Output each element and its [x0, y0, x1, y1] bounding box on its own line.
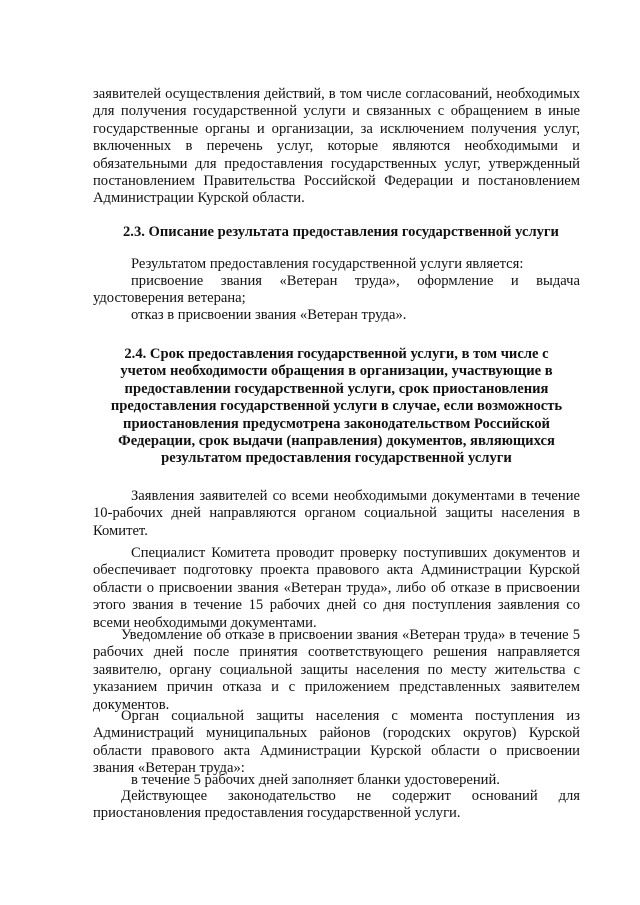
heading-line: учетом необходимости обращения в организации, участвующие в [120, 363, 553, 380]
body-paragraph-2: Специалист Комитета проводит проверку поступивших документов и обеспечивает подготовку проекта правового акта Администрации Курской области о присвоении звания «Ветеран труда», либо об отказе в присвоении этого звания в течение 15 рабочих дней со дня поступления заявления со всеми необходимыми документами. [93, 545, 580, 631]
body-paragraph-6: Действующее законодательство не содержит оснований для приостановления предоставления государственной услуги. [93, 788, 580, 822]
result-intro: Результатом предоставления государственной услуги является: [131, 256, 524, 272]
intro-paragraph: заявителей осуществления действий, в том числе согласований, необходимых для получения государственной услуги и связанных с обращением в иные государственные органы и организации, за исключением получения услуг, включенных в перечень услуг, которые являются необходимыми и обязательными для предоставления государственных услуг, утвержденный постановлением Правительства Российской Федерации и постановлением Администрации Курской области. [93, 86, 580, 207]
heading-line: Федерации, срок выдачи (направления) документов, являющихся [118, 433, 555, 450]
heading-line: результатом предоставления государственной услуги [161, 450, 512, 467]
body-paragraph-4: Орган социальной защиты населения с момента поступления из Администраций муниципальных районов (городских округов) Курской области правового акта Администрации Курской области о присвоении звания «Ветеран труда»: [93, 708, 580, 777]
body-paragraph-5: в течение 5 рабочих дней заполняет бланки удостоверений. [131, 772, 500, 788]
result-item-1: присвоение звания «Ветеран труда», оформление и выдача удостоверения ветерана; [93, 273, 580, 307]
body-paragraph-3: Уведомление об отказе в присвоении звания «Ветеран труда» в течение 5 рабочих дней после принятия соответствующего решения направляется заявителю, органу социальной защиты населения по месту жительства с указанием причин отказа и с приложением представленных заявителем документов. [93, 627, 580, 713]
heading-line: предоставления государственной услуги в случае, если возможность [110, 398, 563, 415]
body-paragraph-1: Заявления заявителей со всеми необходимыми документами в течение 10-рабочих дней направляются органом социальной защиты населения в Комитет. [93, 488, 580, 539]
section-2-3-heading: 2.3. Описание результата предоставления государственной услуги [123, 224, 559, 240]
heading-line: приостановления предусмотрена законодательством Российской [123, 415, 550, 432]
heading-line: предоставлении государственной услуги, срок приостановления [124, 380, 549, 397]
result-item-2: отказ в присвоении звания «Ветеран труда». [131, 307, 407, 323]
section-2-4-heading [93, 346, 580, 468]
heading-line: 2.4. Срок предоставления государственной услуги, в том числе с [124, 346, 549, 362]
